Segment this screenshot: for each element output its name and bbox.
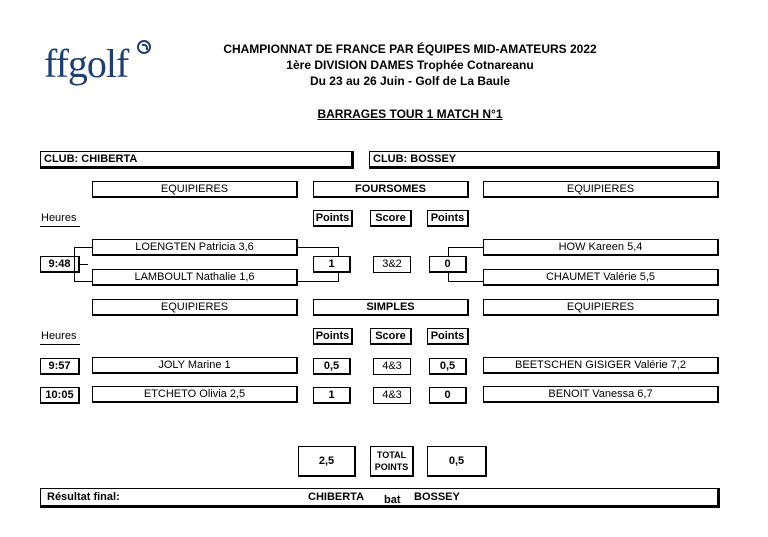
foursome-score: 3&2: [373, 256, 411, 273]
single-2-right-player: BENOIT Vanessa 6,7: [483, 386, 719, 403]
equipieres-right-simples: EQUIPIERES: [483, 299, 719, 316]
equipieres-left-foursome: EQUIPIERES: [92, 181, 298, 198]
foursome-left-player-2: LAMBOULT Nathalie 1,6: [92, 269, 298, 286]
score-header-simples: Score: [370, 328, 412, 345]
match-subtitle: BARRAGES TOUR 1 MATCH N°1: [317, 107, 503, 121]
club-right: CLUB: BOSSEY: [369, 151, 720, 169]
single-1-left-player: JOLY Marine 1: [92, 357, 298, 374]
final-result-label: Résultat final:: [47, 491, 120, 503]
single-2-time: 10:05: [40, 387, 80, 404]
single-2-score: 4&3: [373, 387, 411, 404]
dates-venue: Du 23 au 26 Juin - Golf de La Baule: [309, 74, 511, 88]
final-loser: BOSSEY: [414, 491, 460, 503]
equipieres-left-simples: EQUIPIERES: [92, 299, 298, 316]
ffgolf-logo: ffgolf: [44, 41, 129, 86]
ffgolf-logo-mark-icon: [137, 40, 151, 54]
single-2-right-points: 0: [429, 387, 467, 404]
single-2-left-player: ETCHETO Olivia 2,5: [92, 386, 298, 403]
single-1-score: 4&3: [373, 358, 411, 375]
total-left: 2,5: [298, 446, 356, 477]
single-1-time: 9:57: [40, 358, 80, 375]
single-2-left-points: 1: [313, 387, 351, 404]
final-verb: bat: [384, 494, 401, 506]
points-left-header-foursome: Points: [313, 210, 353, 227]
points-right-header-simples: Points: [427, 328, 469, 345]
total-right: 0,5: [427, 446, 487, 477]
score-header-foursome: Score: [370, 210, 412, 227]
total-label-line1: TOTAL: [376, 450, 407, 460]
single-1-left-points: 0,5: [313, 358, 351, 375]
foursome-left-points: 1: [313, 256, 351, 273]
foursome-right-player-2: CHAUMET Valérie 5,5: [483, 269, 719, 286]
foursome-right-points: 0: [429, 256, 467, 273]
total-points-label: [370, 446, 414, 477]
foursomes-label: FOURSOMES: [313, 181, 469, 198]
points-left-header-simples: Points: [313, 328, 353, 345]
points-right-header-foursome: Points: [427, 210, 469, 227]
foursome-left-player-1: LOENGTEN Patricia 3,6: [92, 239, 298, 256]
heures-label-foursome: Heures: [40, 211, 80, 227]
championship-title: CHAMPIONNAT DE FRANCE PAR ÉQUIPES MID-AMATEURS 2022: [223, 42, 597, 56]
division-title: 1ère DIVISION DAMES Trophée Cotnareanu: [286, 58, 534, 72]
single-1-right-points: 0,5: [429, 358, 467, 375]
single-1-right-player: BEETSCHEN GISIGER Valérie 7,2: [483, 357, 719, 374]
final-winner: CHIBERTA: [308, 491, 365, 503]
foursome-time: 9:48: [40, 256, 80, 273]
final-result-bar: [40, 488, 720, 508]
heures-label-simples: Heures: [40, 329, 80, 345]
equipieres-right-foursome: EQUIPIERES: [483, 181, 719, 198]
club-left: CLUB: CHIBERTA: [40, 151, 354, 169]
foursome-right-player-1: HOW Kareen 5,4: [483, 239, 719, 256]
simples-label: SIMPLES: [313, 299, 469, 316]
total-label-line2: POINTS: [374, 462, 409, 472]
